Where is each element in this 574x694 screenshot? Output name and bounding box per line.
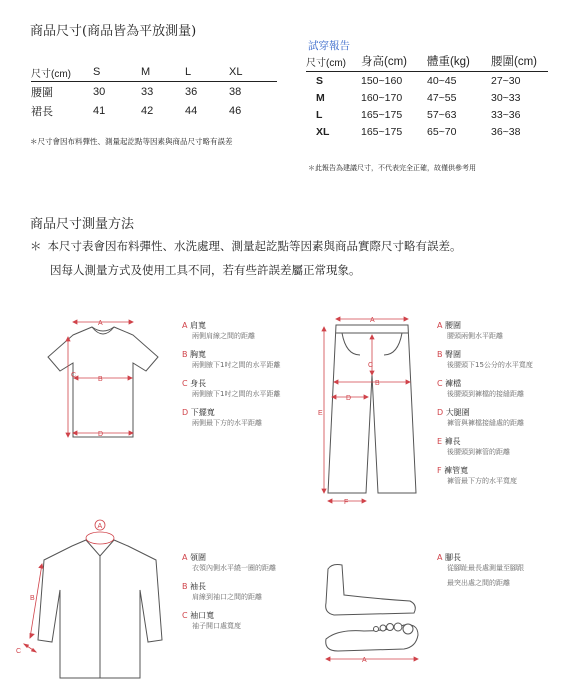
shirt-diagram bbox=[16, 520, 166, 680]
legend-desc: 後腰頭到褲檔的接縫距離 bbox=[447, 390, 524, 398]
fit-header-cell: 身高(cm) bbox=[361, 51, 427, 72]
tshirt-diagram bbox=[40, 315, 170, 445]
size-table-row bbox=[31, 101, 277, 120]
fit-report-note: ＊此報告為建議尺寸，不代表完全正確，故僅供參考用 bbox=[308, 164, 476, 172]
fit-table-row bbox=[306, 123, 548, 140]
pants-label-c: C bbox=[368, 362, 374, 369]
legend-name: 胸寬 bbox=[190, 350, 207, 359]
legend-key: C bbox=[182, 611, 188, 620]
size-cell: 42 bbox=[141, 104, 154, 117]
legend-name: 臀圍 bbox=[445, 350, 462, 359]
legend-name: 身長 bbox=[190, 379, 207, 388]
legend-key: B bbox=[437, 350, 443, 359]
foot-label-a: A bbox=[362, 657, 367, 664]
bullet-mark: ＊ bbox=[30, 239, 42, 253]
fit-report-table bbox=[306, 51, 548, 140]
size-header-cell: L bbox=[185, 63, 229, 82]
method-line-2: 因每人測量方式及使用工具不同，若有些許誤差屬正常現象。 bbox=[50, 263, 361, 277]
legend-name: 袖長 bbox=[190, 582, 207, 591]
legend-desc: 肩線到袖口之間的距離 bbox=[192, 593, 262, 601]
legend-desc: 後腰頭下15公分的水平寬度 bbox=[447, 361, 533, 369]
legend-desc: 褲管最下方的水平寬度 bbox=[447, 477, 517, 485]
size-table-header bbox=[31, 63, 277, 82]
tshirt-label-c: C bbox=[71, 372, 77, 379]
fit-cell: 165~175 bbox=[361, 108, 403, 121]
fit-report-title: 試穿報告 bbox=[308, 40, 350, 52]
legend-desc: 袖子開口處寬度 bbox=[192, 622, 241, 630]
fit-cell: 47~55 bbox=[427, 91, 457, 104]
size-table-note: ＊尺寸會因布料彈性、測量起訖點等因素與商品尺寸略有誤差 bbox=[30, 137, 233, 146]
pants-label-f: F bbox=[344, 499, 349, 506]
pants-label-e: E bbox=[318, 410, 323, 417]
legend-key: A bbox=[182, 553, 188, 562]
fit-header-cell: 腰圍(cm) bbox=[491, 51, 548, 72]
legend-name: 下擺寬 bbox=[190, 408, 215, 417]
legend-name: 腳長 bbox=[445, 553, 462, 562]
fit-cell: 65~70 bbox=[427, 125, 457, 138]
size-title: 商品尺寸(商品皆為平放測量) bbox=[30, 24, 197, 39]
pants-diagram bbox=[318, 315, 428, 515]
size-cell: 36 bbox=[185, 85, 198, 98]
fit-cell: S bbox=[316, 74, 324, 87]
legend-key: E bbox=[437, 437, 443, 446]
legend-name: 領圍 bbox=[190, 553, 207, 562]
legend-key: C bbox=[182, 379, 188, 388]
foot-diagram bbox=[318, 555, 428, 675]
tshirt-label-d: D bbox=[98, 431, 104, 438]
tshirt-label-b: B bbox=[98, 376, 103, 383]
legend-name: 大腿圍 bbox=[445, 408, 470, 417]
tshirt-legend bbox=[182, 320, 280, 436]
fit-cell: 40~45 bbox=[427, 74, 457, 87]
foot-legend bbox=[437, 552, 524, 596]
legend-name: 褲長 bbox=[444, 437, 461, 446]
shirt-label-b: B bbox=[30, 595, 35, 602]
legend-desc: 兩側腋下1吋之間的水平距離 bbox=[192, 390, 281, 398]
legend-name: 褲管寬 bbox=[444, 466, 469, 475]
pants-label-d: D bbox=[346, 395, 352, 402]
size-header-cell: S bbox=[93, 63, 141, 82]
legend-name: 褲檔 bbox=[445, 379, 462, 388]
size-cell: 裙長 bbox=[31, 105, 53, 118]
fit-table-header bbox=[306, 51, 548, 72]
legend-name: 腰圍 bbox=[445, 321, 462, 330]
fit-table-row bbox=[306, 72, 548, 90]
legend-key: C bbox=[437, 379, 443, 388]
fit-cell: XL bbox=[316, 125, 330, 138]
size-table bbox=[31, 63, 277, 120]
method-line-1 bbox=[30, 238, 462, 254]
pants-label-a: A bbox=[370, 317, 375, 324]
legend-key: A bbox=[437, 553, 443, 562]
fit-cell: L bbox=[316, 108, 323, 121]
legend-key: B bbox=[182, 350, 188, 359]
size-header-cell: 尺寸(cm) bbox=[31, 63, 93, 82]
fit-cell: 33~36 bbox=[491, 108, 521, 121]
size-cell: 46 bbox=[229, 104, 242, 117]
fit-cell: 57~63 bbox=[427, 108, 457, 121]
legend-desc: 兩側腋下1吋之間的水平距離 bbox=[192, 361, 281, 369]
legend-desc: 兩側肩線之間的距離 bbox=[192, 332, 255, 340]
pants-label-b: B bbox=[375, 380, 380, 387]
shirt-label-c: C bbox=[16, 648, 22, 655]
fit-cell: 160~170 bbox=[361, 91, 403, 104]
legend-desc: 兩側最下方的水平距離 bbox=[192, 419, 262, 427]
size-cell: 38 bbox=[229, 85, 242, 98]
fit-cell: 165~175 bbox=[361, 125, 403, 138]
legend-desc: 腰頭兩側水平距離 bbox=[447, 332, 503, 340]
legend-desc: 最突出處之間的距離 bbox=[447, 579, 510, 587]
legend-key: F bbox=[437, 466, 442, 475]
legend-key: D bbox=[437, 408, 444, 417]
size-cell: 30 bbox=[93, 85, 106, 98]
fit-table-row bbox=[306, 89, 548, 106]
legend-desc: 後腰頭到褲管的距離 bbox=[447, 448, 510, 456]
fit-cell: 30~33 bbox=[491, 91, 521, 104]
pants-legend bbox=[437, 320, 533, 494]
method-title: 商品尺寸測量方法 bbox=[30, 217, 135, 232]
legend-key: A bbox=[182, 321, 188, 330]
shirt-label-a: A bbox=[97, 523, 103, 530]
legend-desc: 褲管與褲檔接縫處的距離 bbox=[447, 419, 524, 427]
legend-desc: 從腳趾最長處測量至腳跟 bbox=[447, 564, 524, 572]
size-cell: 44 bbox=[185, 104, 198, 117]
fit-table-row bbox=[306, 106, 548, 123]
fit-cell: 36~38 bbox=[491, 125, 521, 138]
shirt-legend bbox=[182, 552, 276, 639]
size-cell: 41 bbox=[93, 104, 106, 117]
size-cell: 33 bbox=[141, 85, 154, 98]
legend-key: B bbox=[182, 582, 188, 591]
fit-header-cell: 體重(kg) bbox=[427, 51, 491, 72]
fit-header-cell: 尺寸(cm) bbox=[306, 51, 361, 72]
legend-desc: 衣領內側水平繞一圈的距離 bbox=[192, 564, 276, 572]
method-text-1: 本尺寸表會因布料彈性、水洗處理、測量起訖點等因素與商品實際尺寸略有誤差。 bbox=[47, 239, 462, 253]
legend-name: 肩寬 bbox=[190, 321, 207, 330]
size-header-cell: M bbox=[141, 63, 185, 82]
fit-cell: 150~160 bbox=[361, 74, 403, 87]
fit-cell: M bbox=[316, 91, 325, 104]
size-header-cell: XL bbox=[229, 63, 277, 82]
fit-cell: 27~30 bbox=[491, 74, 521, 87]
size-table-row bbox=[31, 82, 277, 102]
legend-key: A bbox=[437, 321, 443, 330]
legend-key: D bbox=[182, 408, 189, 417]
tshirt-label-a: A bbox=[98, 320, 103, 327]
legend-name: 袖口寬 bbox=[190, 611, 215, 620]
size-cell: 腰圍 bbox=[31, 86, 53, 99]
